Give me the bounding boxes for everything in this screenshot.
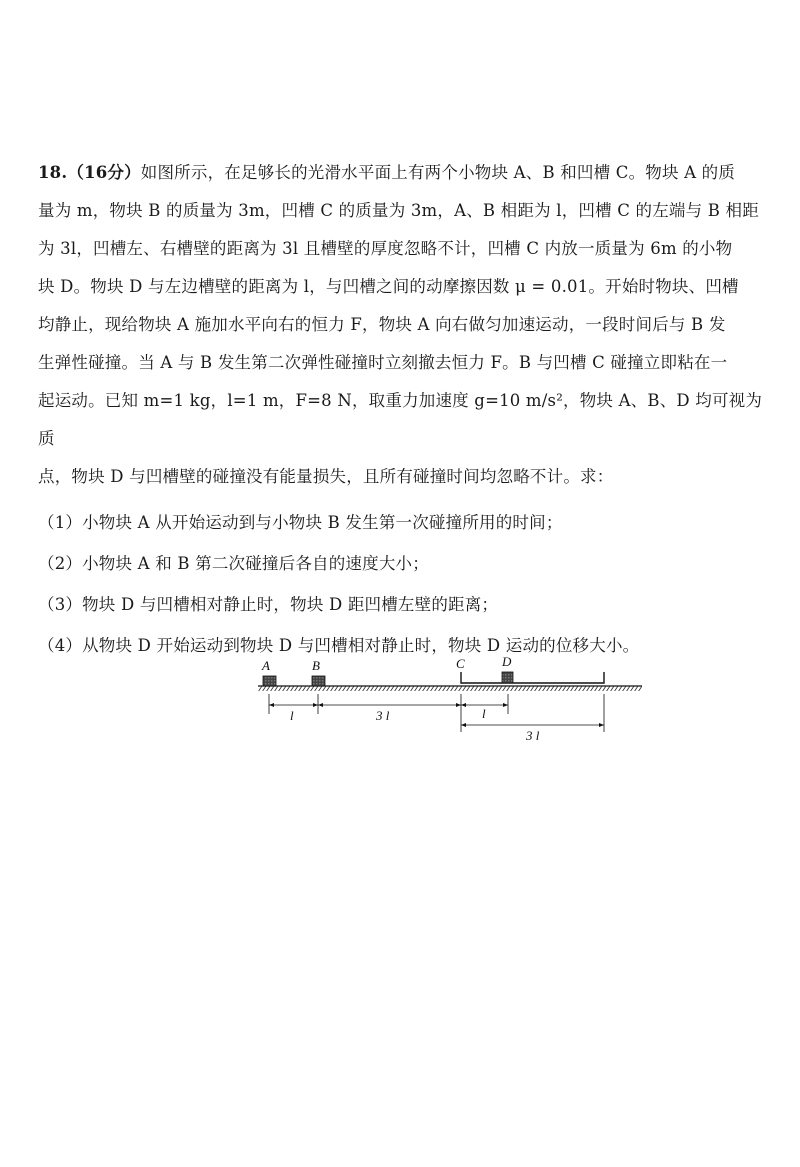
problem-18	[38, 154, 772, 666]
stem-line: 均静止，现给物块 A 施加水平向右的恒力 F，物块 A 向右做匀加速运动，一段时间后与 B 发	[38, 315, 726, 334]
stem-line: 点，物块 D 与凹槽壁的碰撞没有能量损失，且所有碰撞时间均忽略不计。求：	[38, 467, 614, 486]
block-a	[263, 676, 276, 686]
question-3: （3）物块 D 与凹槽相对静止时，物块 D 距凹槽左壁的距离；	[38, 595, 499, 614]
dim-cd-label: l	[482, 706, 486, 721]
stem-line: 如图所示，在足够长的光滑水平面上有两个小物块 A、B 和凹槽 C。物块 A 的质	[140, 163, 736, 182]
label-d: D	[502, 654, 512, 669]
label-b: B	[312, 658, 320, 673]
block-d	[502, 672, 513, 683]
problem-score: （16分）	[67, 163, 141, 182]
stem-line: 为 3l，凹槽左、右槽壁的距离为 3l 且槽壁的厚度忽略不计，凹槽 C 内放一质量为 6m 的小物	[38, 239, 733, 258]
stem-line: 量为 m，物块 B 的质量为 3m，凹槽 C 的质量为 3m，A、B 相距为 l，凹槽 C 的左端与 B 相距	[38, 201, 759, 220]
stem-line: 生弹性碰撞。当 A 与 B 发生第二次弹性碰撞时立刻撤去恒力 F。B 与凹槽 C 碰撞立即粘在一	[38, 353, 728, 372]
dimension-row-1	[269, 694, 604, 732]
stem-line: 块 D。物块 D 与左边槽壁的距离为 l，与凹槽之间的动摩擦因数 μ = 0.01。开始时物块、凹槽	[38, 277, 739, 296]
dim-bc-label: 3 l	[376, 708, 390, 723]
stem-line: 起运动。已知 m=1 kg，l=1 m，F=8 N，取重力加速度 g=10 m/s²，物块 A、B、D 均可视为质	[38, 391, 763, 448]
dim-groove-label: 3 l	[526, 728, 540, 743]
block-b	[312, 676, 325, 686]
ground-hatch	[258, 686, 642, 691]
label-a: A	[262, 658, 270, 673]
physics-diagram	[250, 650, 650, 750]
dimension-arrows	[269, 703, 604, 727]
groove-c	[461, 672, 604, 683]
label-c: C	[456, 656, 465, 671]
question-1: （1）小物块 A 从开始运动到与小物块 B 发生第一次碰撞所用的时间；	[38, 513, 563, 532]
problem-number: 18.	[38, 163, 68, 182]
question-list	[38, 502, 772, 666]
question-4: （4）从物块 D 开始运动到物块 D 与凹槽相对静止时，物块 D 运动的位移大小。	[38, 636, 640, 655]
problem-stem-line-1	[38, 154, 772, 192]
question-2: （2）小物块 A 和 B 第二次碰撞后各自的速度大小；	[38, 554, 429, 573]
dim-ab-label: l	[290, 708, 294, 723]
